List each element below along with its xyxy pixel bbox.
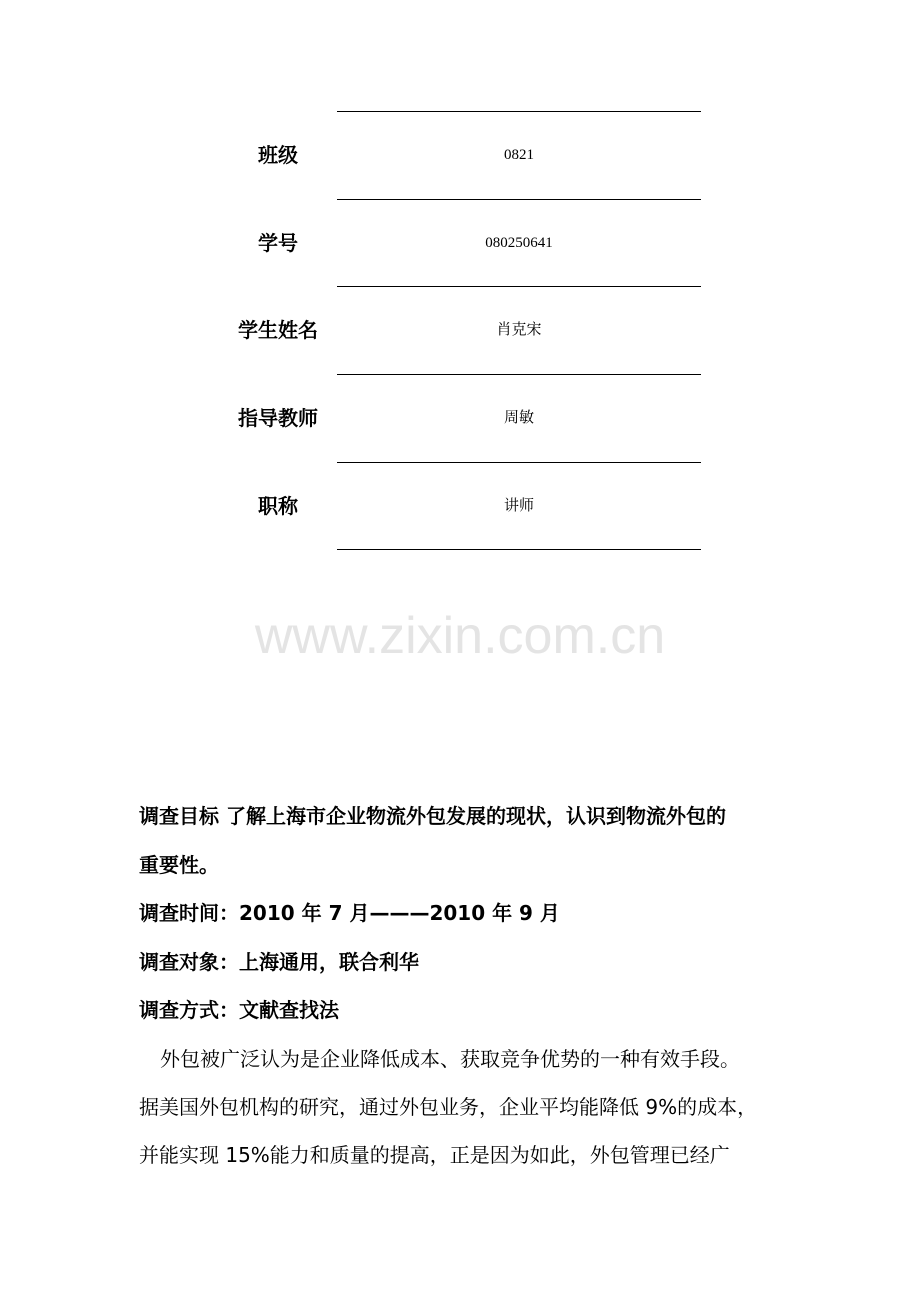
survey-goal-line-2: 重要性。: [139, 853, 219, 877]
body-paragraph-line: 外包被广泛认为是企业降低成本、获取竞争优势的一种有效手段。: [160, 1047, 740, 1071]
field-label-advisor: 指导教师: [238, 406, 318, 430]
watermark: www.zixin.com.cn: [254, 607, 666, 665]
field-value-class: 0821: [504, 147, 534, 163]
survey-target-label: 调查对象：: [139, 950, 239, 974]
form-row-class: [0, 111, 920, 199]
survey-goal-label: 调查目标: [139, 804, 219, 828]
form-row-student-name: [0, 286, 920, 374]
field-label-student-name: 学生姓名: [238, 318, 318, 342]
field-label-student-id: 学号: [258, 231, 298, 255]
field-label-class: 班级: [258, 143, 298, 167]
survey-target-value: 上海通用，联合利华: [239, 950, 419, 974]
body-paragraph-line: 并能实现 15%能力和质量的提高，正是因为如此，外包管理已经广: [139, 1143, 730, 1167]
survey-method-label: 调查方式：: [139, 998, 239, 1022]
form-row-advisor: [0, 374, 920, 462]
field-value-student-id: 080250641: [485, 235, 553, 251]
survey-goal-text: 了解上海市企业物流外包发展的现状，认识到物流外包的: [225, 804, 726, 828]
field-value-advisor: 周敏: [503, 410, 534, 426]
row-divider: [337, 549, 701, 550]
field-label-title: 职称: [258, 494, 298, 518]
survey-goal-line-1: [139, 802, 799, 830]
form-row-title: [0, 462, 920, 550]
survey-method-value: 文献查找法: [239, 998, 339, 1022]
field-value-title: 讲师: [503, 498, 534, 514]
survey-method-line: [139, 996, 799, 1024]
survey-target-line: [139, 948, 799, 976]
form-row-student-id: [0, 199, 920, 287]
body-paragraph-line: 据美国外包机构的研究，通过外包业务，企业平均能降低 9%的成本，: [139, 1095, 758, 1119]
field-value-student-name: 肖克宋: [496, 322, 542, 338]
survey-time-value: 2010 年 7 月———2010 年 9 月: [239, 901, 560, 925]
survey-time-line: [139, 899, 799, 927]
survey-time-label: 调查时间：: [139, 901, 239, 925]
